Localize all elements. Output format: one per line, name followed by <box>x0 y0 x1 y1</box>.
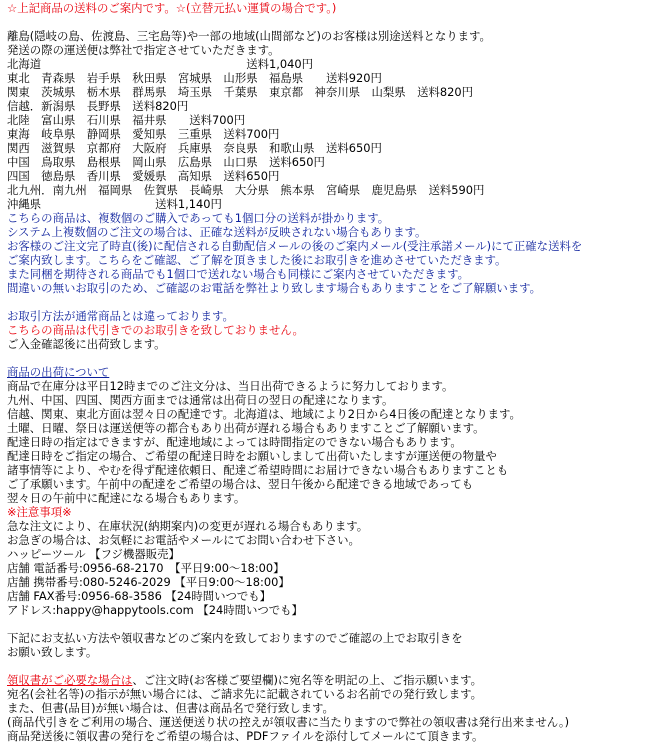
spacer <box>7 351 653 365</box>
contact-mobile: 店舗 携帯番号:080-5246-2029 【平日9:00～18:00】 <box>7 575 290 589</box>
shipping-note: システム上複数個のご注文の場合は、正確な送料が反映されない場合もあります。 <box>7 225 427 239</box>
spacer <box>7 15 653 29</box>
receipt-line: また、但書(品目)が無い場合は、但書は商品名で発行致します。 <box>7 701 334 715</box>
rate-row: 中国 鳥取県 島根県 岡山県 広島県 山口県 送料650円 <box>7 155 325 169</box>
shipping-section-title: 商品の出荷について <box>7 365 110 379</box>
payment-note: お願い致します。 <box>7 645 98 659</box>
spacer <box>7 295 653 309</box>
contact-email: アドレス:happy@happytools.com 【24時間いつでも】 <box>7 603 303 617</box>
transaction-warning: こちらの商品は代引きでのお取引きを致しておりません。 <box>7 323 304 337</box>
shipping-section-line: 配達日時をご指定の場合、ご希望の配達日時をお願いしまして出荷いたしますが運送便の物量や <box>7 449 497 463</box>
contact-fax: 店舗 FAX番号:0956-68-3586 【24時間いつでも】 <box>7 589 272 603</box>
rate-row: 関西 滋賀県 京都府 大阪府 兵庫県 奈良県 和歌山県 送料650円 <box>7 141 382 155</box>
notice-title: ※注意事項※ <box>7 505 72 519</box>
spacer <box>7 659 653 673</box>
shipping-section-line: ご了承願います。午前中の配達をご希望の場合は、翌日午後から配達できる地域であっても <box>7 477 473 491</box>
shipping-section-line: 翌々日の午前中に配達になる場合もあります。 <box>7 491 246 505</box>
receipt-line: 宛名(会社名等)の指示が無い場合には、ご請求先に記載されているお名前での発行致します。 <box>7 687 482 701</box>
rate-row: 東海 岐阜県 静岡県 愛知県 三重県 送料700円 <box>7 127 280 141</box>
contact-shop: ハッピーツール 【フジ機器販売】 <box>7 547 180 561</box>
shipping-note: また同梱を期待される商品でも1個口で送れない場合も同様にご案内させていただきます。 <box>7 267 469 281</box>
receipt-heading-rest: 、ご注文時(お客様ご要望欄)に宛名等を明記の上、ご指示願います。 <box>132 673 483 687</box>
shipping-section-line: 諸事情等により、やむを得ず配達依頼日、配達ご希望時間にお届けできない場合もありますことも <box>7 463 509 477</box>
notice-line: 急な注文により、在庫状況(納期案内)の変更が遅れる場合もあります。 <box>7 519 369 533</box>
transaction-heading: お取引方法が通常商品とは違っております。 <box>7 309 234 323</box>
shipping-note: ご案内致します。こちらをご確認、ご了解を頂きました後にお取引きを進めさせていただきます。 <box>7 253 507 267</box>
rate-row: 北陸 富山県 石川県 福井県 送料700円 <box>7 113 246 127</box>
transaction-note: ご入金確認後に出荷致します。 <box>7 337 166 351</box>
rate-row: 四国 徳島県 香川県 愛媛県 高知県 送料650円 <box>7 169 280 183</box>
rate-row: 東北 青森県 岩手県 秋田県 宮城県 山形県 福島県 送料920円 <box>7 71 382 85</box>
receipt-line: (商品代引きをご利用の場合、運送便送り状の控えが領収書に当たりますので弊社の領収書は発行出来ません。) <box>7 715 570 729</box>
receipt-heading: 領収書がご必要な場合は <box>7 673 133 687</box>
contact-phone: 店舗 電話番号:0956-68-2170 【平日9:00～18:00】 <box>7 561 285 575</box>
rate-row: 信越．新潟県 長野県 送料820円 <box>7 99 189 113</box>
shipping-note: お客様のご注文完了時直(後)に配信される自動配信メールの後のご案内メール(受注承諾メール)にて正確な送料を <box>7 239 583 253</box>
intro-line: 発送の際の運送便は弊社で指定させていただきます。 <box>7 43 280 57</box>
rate-row: 沖縄県 送料1,140円 <box>7 197 222 211</box>
shipping-section-line: 土曜、日曜、祭日は運送便等の都合もあり出荷が遅れる場合もありますことご了解願います。 <box>7 421 485 435</box>
header-notice: ☆上記商品の送料のご案内です。☆(立替元払い運賃の場合です。) <box>7 1 337 15</box>
rate-row: 関東 茨城県 栃木県 群馬県 埼玉県 千葉県 東京都 神奈川県 山梨県 送料820円 <box>7 85 473 99</box>
receipt-heading-row <box>7 673 653 687</box>
payment-note: 下記にお支払い方法や領収書などのご案内を致しておりますのでご確認の上でお取引きを <box>7 631 463 645</box>
rate-row: 北九州．南九州 福岡県 佐賀県 長崎県 大分県 熊本県 宮崎県 鹿児島県 送料590円 <box>7 183 485 197</box>
shipping-section-line: 配達日時の指定はできますが、配達地域によっては時間指定のできない場合もあります。 <box>7 435 462 449</box>
intro-line: 離島(隠岐の島、佐渡島、三宅島等)や一部の地域(山間部など)のお客様は別途送料となります。 <box>7 29 491 43</box>
shipping-note: こちらの商品は、複数個のご購入であっても1個口分の送料が掛かります。 <box>7 211 390 225</box>
shipping-note: 間違いの無いお取引のため、ご確認のお電話を弊社より致します場合もありますことをご了解願います。 <box>7 281 541 295</box>
shipping-section-line: 商品で在庫分は平日12時までのご注文分は、当日出荷できるように努力しております。 <box>7 379 454 393</box>
rate-row: 北海道 送料1,040円 <box>7 57 313 71</box>
shipping-section-line: 九州、中国、四国、関西方面までは通常は出荷日の翌日の配達になります。 <box>7 393 394 407</box>
notice-line: お急ぎの場合は、お気軽にお電話やメールにてお問い合わせ下さい。 <box>7 533 360 547</box>
shipping-section-line: 信越、関東、東北方面は翌々日の配達です。北海道は、地域により2日から4日後の配達となります。 <box>7 407 521 421</box>
receipt-line: 商品発送後に領収書の発行をご希望の場合は、PDFファイルを添付してメールにて頂きます。 <box>7 729 484 743</box>
spacer <box>7 617 653 631</box>
